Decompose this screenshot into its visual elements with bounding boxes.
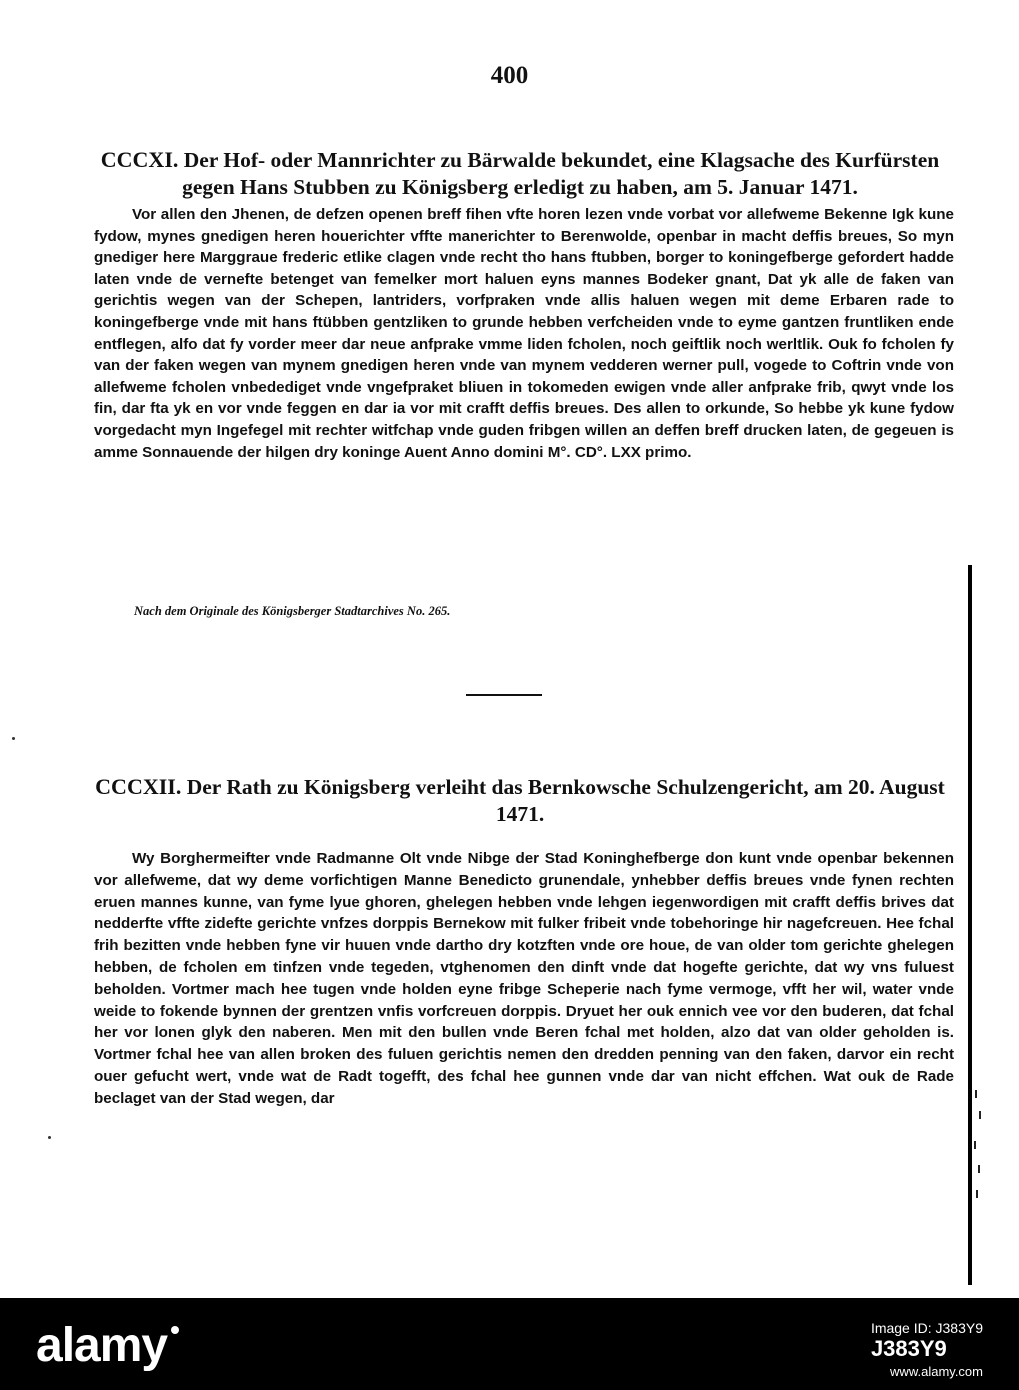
document-title-1: Der Hof- oder Mannrichter zu Bärwalde bekundet, eine Klagsache des Kurfürsten gegen Hans Stubben zu Königsberg erledigt zu haben, am 5. Januar 1471. [182,148,940,199]
document-number-2: CCCXII. [95,774,182,799]
margin-rule [968,565,972,1285]
image-id-label: Image ID: J383Y9 [870,1320,983,1336]
document-text-1: Vor allen den Jhenen, de defzen openen breff fihen vfte horen lezen vnde vorbat vor allefweme Bekenne Igk kune fydow, mynes gnedigen heren houerichter vffte manerichter to Berenwolde, openbar in macht deffis breues, So myn gnediger here Marggraue frederic etlike clagen vnde recht tho hans ftubben, borger to koningefberge gefordert hadde laten vnde de vernefte betenget van femelker mort haluen eyns mannes Bodeker gnant, Dat yk alle de faken van gerichtis wegen van der Schepen, lantriders, vorfpraken vnde allis haluen wegen mit deme Erbaren rade to koningefberge vnde mit hans ftübben gentzliken to grunde hebben verfcheiden vnde to eyme gantzen fruntliken ende entflegen, alfo dat fy vorder meer dar neue anfprake vmme liden fcholen, noch geiftlik noch werltlik. Ouk fo fcholen fy van der faken wegen van mynem gnedigen heren vnde van mynem vedderen werner pull, vogede to Coftrin vnde von allefweme fcholen vnbedediget vnde vngefpraket bliuen in tokomeden ewigen vnde aller anfprake frib, qwyt vnde los fin, dar fta yk en vor vnde feggen en dar ia vor mit crafft deffis breues. Des allen to orkunde, So hebbe yk kune fydow vorgedacht myn Ingefegel mit rechter witfchap vnde guden fribgen willen an deffen breff drucken laten, de gegeuen is amme Sonnauende der hilgen dry koninge Auent Anno domini M°. CD°. LXX primo. [94,206,954,461]
scan-speck [48,1136,51,1139]
watermark-logo [36,1318,179,1373]
margin-mark [976,1190,978,1198]
document-text-2: Wy Borghermeifter vnde Radmanne Olt vnde Nibge der Stad Koninghefberge don kunt vnde openbar bekennen vor allefweme, dat wy deme vorfichtigen Manne Benedicto grunendale, ynhebber deffis breues vnde fynen rechten eruen mannes kunne, van fyme lyue ghoren, ghelegen hebben vnde lehgen iegenwordigen mit crafft deffis brives dat nedderfte vffte zidefte gerichte vnfzes dorppis Bernekow mit fulker fribeit vnde tobehoringe hir nagefcreuen. Hee fchal frih bezitten vnde hebben fyne vir huuen vnde dartho dry kotzften vnde ore houe, de van older tom gerichte ghelegen hebben, de fcholen em tinfzen vnde tegeden, vtghenomen den dinft vnde dat hogefte gerichte, dat wy vns fuluest beholden. Vortmer mach hee tugen vnde holden eyne fribge Scheperie nach fyme vermoge, vfft her wil, water vnde weide to fokende bynnen der grentzen vnfis vorfcreuen dorppis. Dryuet her ouk ennich vee vor den buderen, dat fchal her vor lonen glyk den naberen. Men mit den bullen vnde Beren fchal met holden, alzo dat van older geholden is. Vortmer fchal hee van allen broken des fuluen gerichtis nemen den dredden penning van den faken, darvor ein recht ouer gefucht wert, vnde wat de Radt togefft, des fchal hee gunnen vnde dar van nicht effchen. Wat ouk de Rade beclaget van der Stad wegen, dar [94,850,954,1107]
logo-dot-icon [171,1326,179,1334]
watermark-banner [0,1298,1019,1390]
watermark-logo-text: alamy [36,1319,168,1372]
source-note: Nach dem Originale des Königsberger Stadtarchives No. 265. [134,604,451,618]
margin-mark [978,1165,980,1173]
margin-mark [974,1141,976,1149]
image-id: J383Y9 [870,1336,947,1361]
section-divider [466,694,542,696]
document-heading-1 [80,146,960,201]
page-number: 400 [490,62,529,89]
document-heading-2 [80,773,960,828]
margin-mark [979,1111,981,1119]
watermark-url: www.alamy.com [890,1364,983,1379]
document-number-1: CCCXI. [100,147,179,172]
image-id-block [871,1320,983,1362]
margin-mark [975,1090,977,1098]
document-title-2: Der Rath zu Königsberg verleiht das Bernkowsche Schulzengericht, am 20. August 1471. [186,775,945,826]
scan-speck [12,737,15,740]
